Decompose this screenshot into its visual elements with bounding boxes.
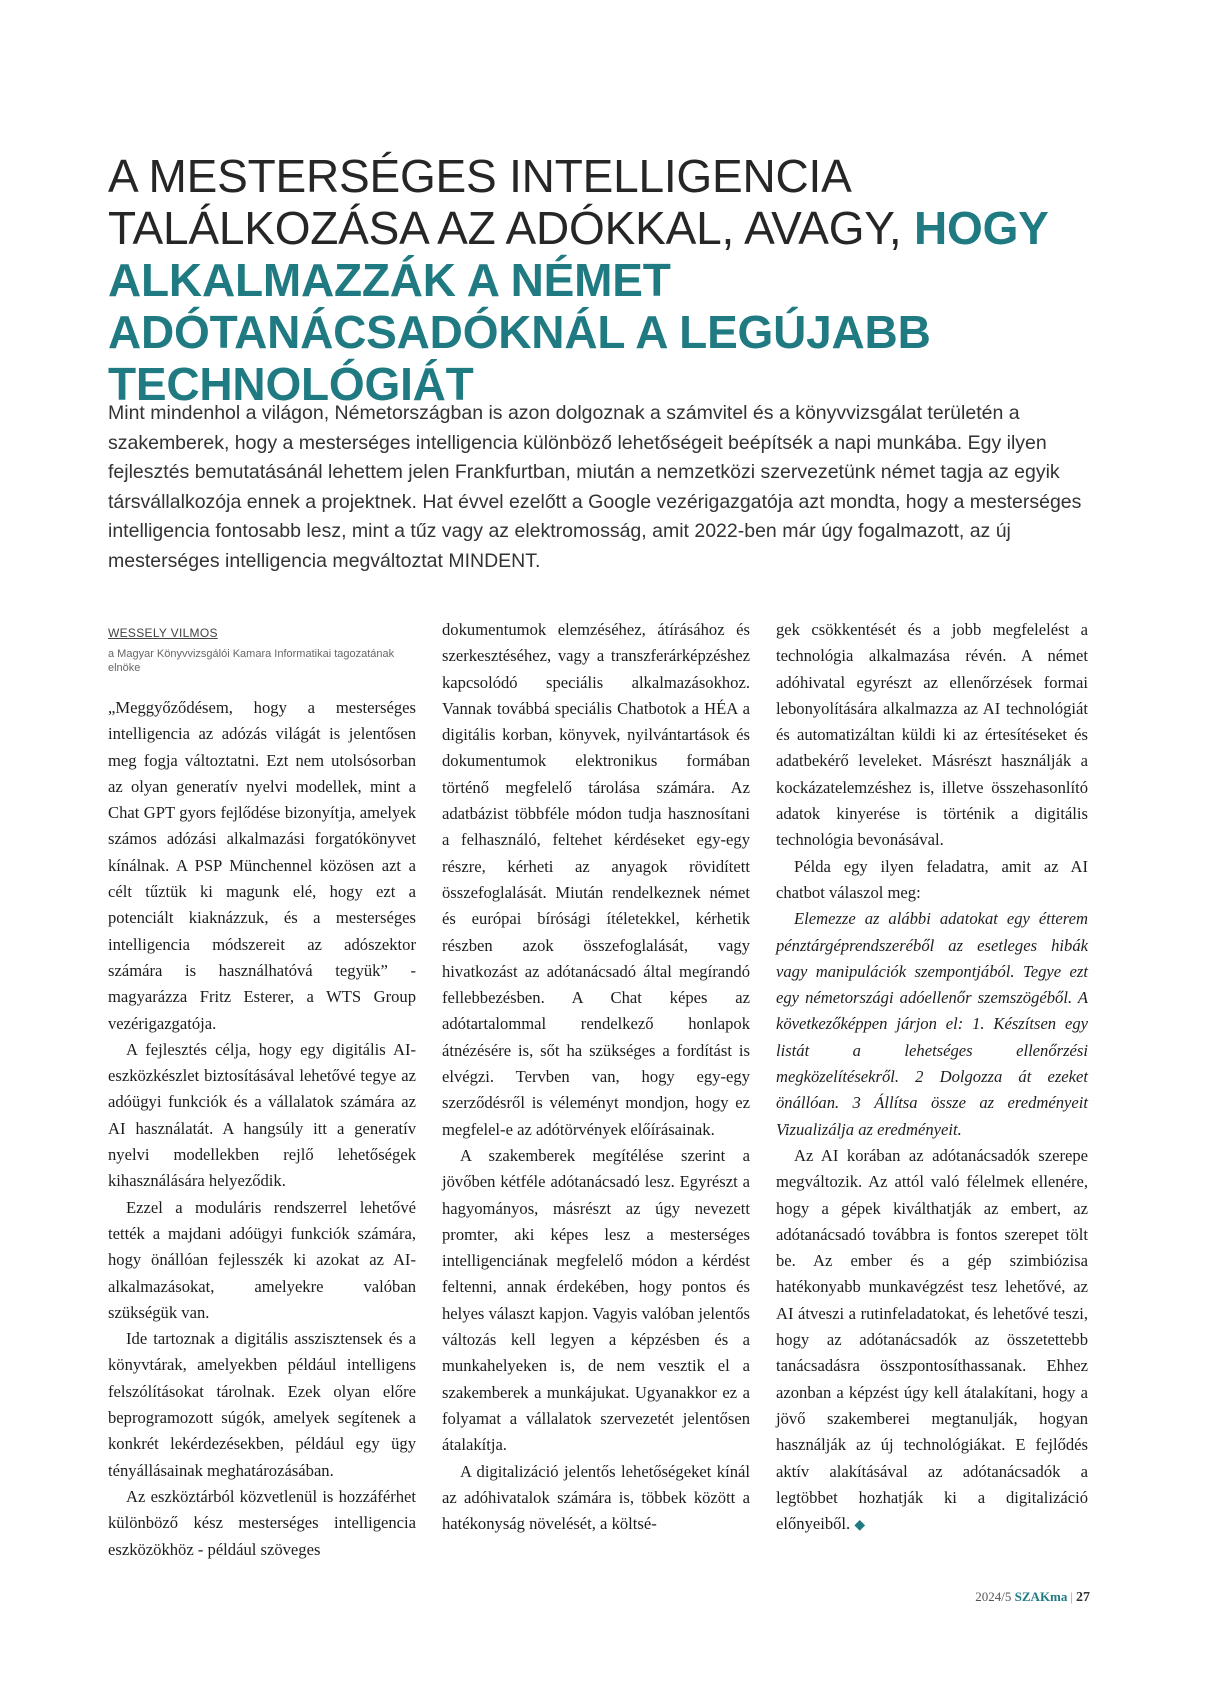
column-1	[108, 695, 416, 1563]
paragraph: Az eszköztárból közvetlenül is hozzáférhet különböző kész mesterséges intelligencia eszközökhöz - például szöveges	[108, 1486, 416, 1559]
column-2	[442, 617, 750, 1537]
page-footer	[900, 1589, 1090, 1606]
paragraph: Példa egy ilyen feladatra, amit az AI chatbot válaszol meg:	[776, 856, 1088, 902]
author-role: a Magyar Könyvvizsgálói Kamara Informatikai tagozatának elnöke	[108, 648, 395, 674]
author-name: WESSELY VILMOS	[108, 626, 218, 640]
paragraph: A szakemberek megítélése szerint a jövőben kétféle adótanácsadó lesz. Egyrészt a hagyományos, másrészt az úgy nevezett promter, aki képes lesz a mesterséges intelligenciának megfelelő módon a kérdést feltenni, annak érdekében, hogy pontos és helyes választ kapjon. Vagyis valóban jelentős változás kell legyen a képzésben és a munkahelyeken is, de nem vesztik el a szakemberek a munkájukat. Ugyanakkor ez a folyamat a vállalatok szervezetét jelentősen átalakítja.	[442, 1145, 750, 1455]
footer-separator: |	[1070, 1589, 1073, 1604]
paragraph: Ezzel a moduláris rendszerrel lehetővé tették a majdani adóügyi funkciók számára, hogy önállóan fejlesszék ki azokat az AI-alkalmazásokat, amelyekre valóban szükségük van.	[108, 1197, 416, 1322]
title-accent: HOGY ALKALMAZZÁK A NÉMET ADÓTANÁCSADÓKNÁL A LEGÚJABB TECHNOLÓGIÁT	[108, 202, 1048, 410]
diamond-end-icon: ◆	[854, 1518, 866, 1534]
closing-text: Az AI korában az adótanácsadók szerepe megváltozik. Az attól való félelmek ellenére, hogy a gépek kiválthatják az embert, az adótanácsadó továbbra is fontos szerepet tölt be. Az ember és a gép szimbiózisa hatékonyabb munkavégzést tesz lehetővé, az AI átveszi a rutinfeladatokat, és lehetővé teszi, hogy az adótanácsadók az összetettebb tanácsadásra összpontosíthassanak. Ehhez azonban a képzést úgy kell átalakítani, hogy a jövő szakemberei megtanulják, hogyan használják az új technológiákat. E fejlődés aktív alakításával az adótanácsadók a legtöbbet hozhatják ki a digitalizáció előnyeiből.	[776, 1145, 1088, 1534]
article-title	[108, 150, 1118, 410]
page-number: 27	[1076, 1590, 1090, 1605]
paragraph: „Meggyőződésem, hogy a mesterséges intelligencia az adózás világát is jelentősen meg fogja változtatni. Ezt nem utolsósorban az olyan generatív nyelvi modellek, mint a Chat GPT gyors fejlődése bizonyítja, amelyek számos adózási alkalmazási forgatókönyvet kínálnak. A PSP Münchennel közösen azt a célt tűztük ki magunk elé, hogy ezt a potenciált kiaknázzuk, és a mesterséges intelligencia módszereit az adószektor számára is használhatóvá tegyük” - magyarázza Fritz Esterer, a WTS Group vezérigazgatója.	[108, 698, 416, 1033]
author-block	[108, 625, 428, 675]
ai-prompt-example: Elemezze az alábbi adatokat egy étterem pénztárgéprendszeréből az esetleges hibák vagy manipulációk szempontjából. Tegye ezt egy németországi adóellenőr szemszögéből. A következőképpen járjon el: 1. Készítsen egy listát a lehetséges ellenőrzési megközelítésekről. 2 Dolgozza át ezeket önállóan. 3 Állítsa össze az eredményeit Vizualizálja az eredményeit.	[776, 909, 1088, 1139]
magazine-name: SZAKma	[1014, 1589, 1068, 1604]
lead-paragraph: Mint mindenhol a világon, Németországban is azon dolgoznak a számvitel és a könyvvizsgálat területén a szakemberek, hogy a mesterséges intelligencia különböző lehetőségeit beépítsék a napi munkába. Egy ilyen fejlesztés bemutatásánál lehettem jelen Frankfurtban, miután a nemzetközi szervezetünk német tagja az egyik társvállalkozója ennek a projektnek. Hat évvel ezelőtt a Google vezérigazgatója azt mondta, hogy a mesterséges intelligencia fontosabb lesz, mint a tűz vagy az elektromosság, amit 2022-ben már úgy fogalmazott, az új mesterséges intelligencia megváltoztat MINDENT.	[108, 402, 1082, 572]
paragraph: A digitalizáció jelentős lehetőségeket kínál az adóhivatalok számára is, többek között a hatékonyság növelését, a költsé-	[442, 1461, 750, 1534]
paragraph: Ide tartoznak a digitális asszisztensek és a könyvtárak, amelyekben például intelligens felszólításokat tárolnak. Ezek olyan előre beprogramozott súgók, amelyek segítenek a konkrét lekérdezésekben, például egy ügy tényállásainak meghatározásában.	[108, 1329, 416, 1480]
paragraph	[776, 1143, 1088, 1539]
paragraph: dokumentumok elemzéséhez, átírásához és szerkesztéséhez, vagy a transzferárképzéshez kapcsolódó speciális alkalmazásokhoz. Vannak továbbá speciális Chatbotok a HÉA a digitális korban, könyvek, nyilvántartások és dokumentumok elektronikus formában történő megfelelő tárolása számára. Az adatbázist többféle módon tudja hasznosítani a felhasználó, feltehet kérdéseket egy-egy részre, kérheti az anyagok rövidített összefoglalását. Miután rendelkeznek német és európai bírósági ítéletekkel, kérhetik részben azok összefoglalását, vagy hivatkozást az adótanácsadó által megírandó fellebbezésben. A Chat képes az adótartalommal rendelkező honlapok átnézésére is, sőt ha szükséges a fordítást is elvégzi. Tervben van, hogy egy-egy szerződésről is véleményt mondjon, hogy ez megfelel-e az adótörvények előírásainak.	[442, 620, 750, 1139]
paragraph: gek csökkentését és a jobb megfelelést a technológia alkalmazása révén. A német adóhivatal egyrészt az ellenőrzések formai lebonyolítására alkalmazza az AI technológiát és automatizáltan küldi ki az értesítéseket és adatbekérő leveleket. Másrészt használják a kockázatelemzéshez is, illetve összehasonlító adatok kinyerése is történik a digitális technológia bevonásával.	[776, 620, 1088, 850]
paragraph: A fejlesztés célja, hogy egy digitális AI-eszközkészlet biztosításával lehetővé tegye az adóügyi funkciók és a vállalatok számára az AI használatát. A hangsúly itt a generatív nyelvi modellekben rejlő lehetőségek kihasználására helyeződik.	[108, 1039, 416, 1191]
column-3	[776, 617, 1088, 1539]
title-plain: A MESTERSÉGES INTELLIGENCIA TALÁLKOZÁSA AZ ADÓKKAL, AVAGY,	[108, 150, 914, 254]
issue-number: 2024/5	[975, 1589, 1012, 1604]
